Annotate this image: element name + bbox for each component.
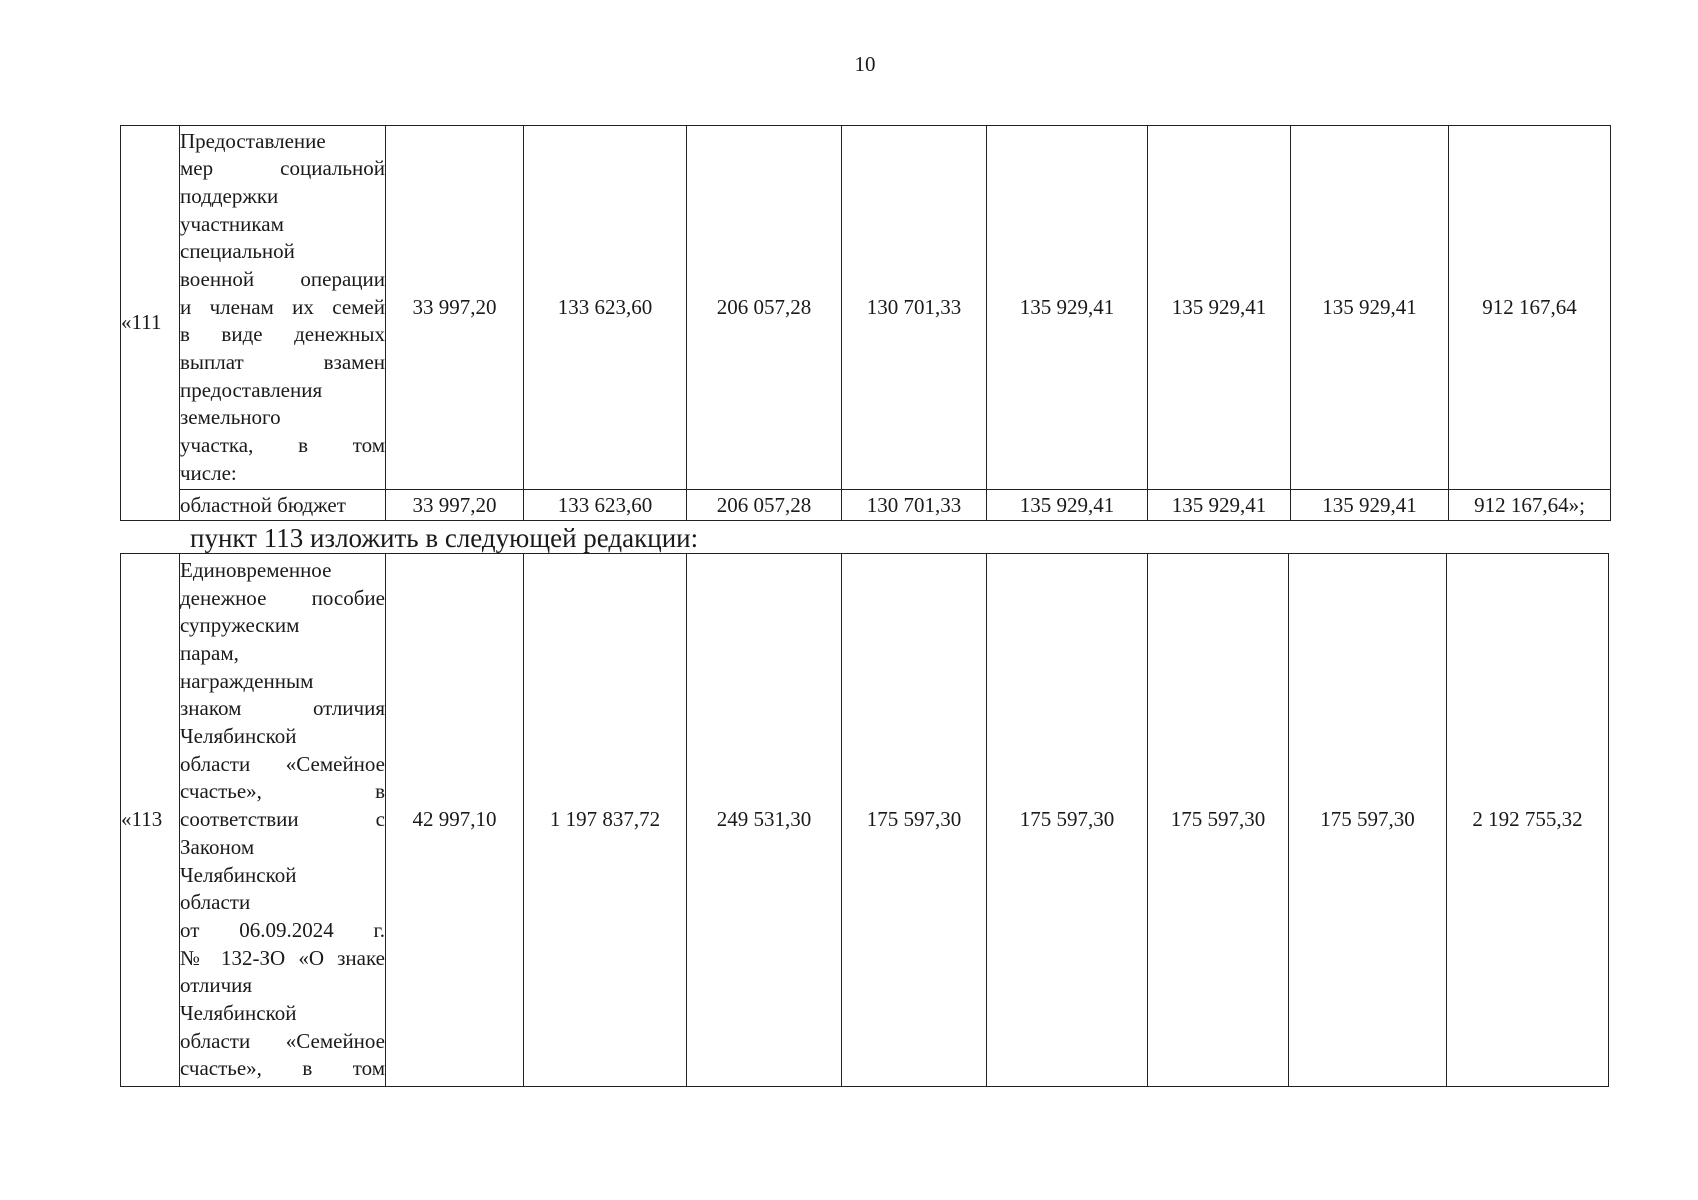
item-description [180,554,386,1087]
value-cell: 912 167,64 [1449,126,1611,490]
item-description [180,126,386,490]
description-line: военной операции [180,266,385,291]
description-line: специальной [180,239,295,264]
value-cell: 135 929,41 [987,126,1148,490]
value-cell: 206 057,28 [687,490,842,521]
value-cell: 33 997,20 [386,126,524,490]
description-line: соответствии с [180,807,385,832]
item-number: «111 [121,126,180,521]
description-line: парам, [180,641,239,666]
description-line: Челябинской [180,724,297,749]
table-item-111 [120,125,1611,521]
description-line: области «Семейное [180,1028,385,1053]
table-row [121,554,1609,1087]
value-cell: 912 167,64»; [1449,490,1611,521]
value-cell: 135 929,41 [1291,126,1449,490]
description-line: денежное пособие [180,585,385,610]
amendment-instruction: пункт 113 изложить в следующей редакции: [190,523,699,553]
table-item-113 [120,553,1609,1087]
value-cell: 133 623,60 [524,490,687,521]
description-line: супружеским [180,613,300,638]
description-line: выплат взамен [180,350,385,375]
description-line: награжденным [180,668,314,693]
value-cell: 130 701,33 [842,126,987,490]
value-cell: 33 997,20 [386,490,524,521]
description-line: знаком отличия [180,696,385,721]
value-cell: 133 623,60 [524,126,687,490]
value-cell: 206 057,28 [687,126,842,490]
value-cell: 135 929,41 [1291,490,1449,521]
table-row [121,490,1611,521]
value-cell: 1 197 837,72 [524,554,687,1087]
value-cell: 175 597,30 [842,554,987,1087]
value-cell: 249 531,30 [687,554,842,1087]
description-line: Челябинской [180,862,297,887]
description-line: от 06.09.2024 г. [180,917,385,942]
value-cell: 135 929,41 [1148,126,1291,490]
description-line: участка, в том [180,433,385,458]
description-line: Законом [180,834,255,859]
description-line: предоставления [180,377,323,402]
value-cell: 135 929,41 [1148,490,1291,521]
description-line: и членам их семей [180,294,385,319]
description-line: № 132-ЗО «О знаке [180,945,385,970]
description-line: участникам [180,211,284,236]
description-line: мер социальной [180,156,385,181]
description-line: области «Семейное [180,751,385,776]
value-cell: 135 929,41 [987,490,1148,521]
description-line: Челябинской [180,1000,297,1025]
description-line: поддержки [180,183,279,208]
value-cell: 175 597,30 [987,554,1148,1087]
description-line: в виде денежных [180,322,385,347]
description-line: счастье», в [180,779,385,804]
description-line: счастье», в том [180,1056,385,1081]
value-cell: 2 192 755,32 [1447,554,1609,1087]
value-cell: 175 597,30 [1148,554,1289,1087]
description-line: земельного [180,405,281,430]
value-cell: 42 997,10 [386,554,524,1087]
table-row [121,126,1611,490]
value-cell: 175 597,30 [1289,554,1447,1087]
description-line: отличия [180,973,253,998]
description-line: области [180,890,251,915]
item-number: «113 [121,554,180,1087]
page-number: 10 [854,52,876,76]
description-line: числе: [180,460,237,485]
description-line: Единовременное [180,557,332,582]
description-line: Предоставление [180,128,326,153]
value-cell: 130 701,33 [842,490,987,521]
funding-source-label: областной бюджет [180,490,386,521]
